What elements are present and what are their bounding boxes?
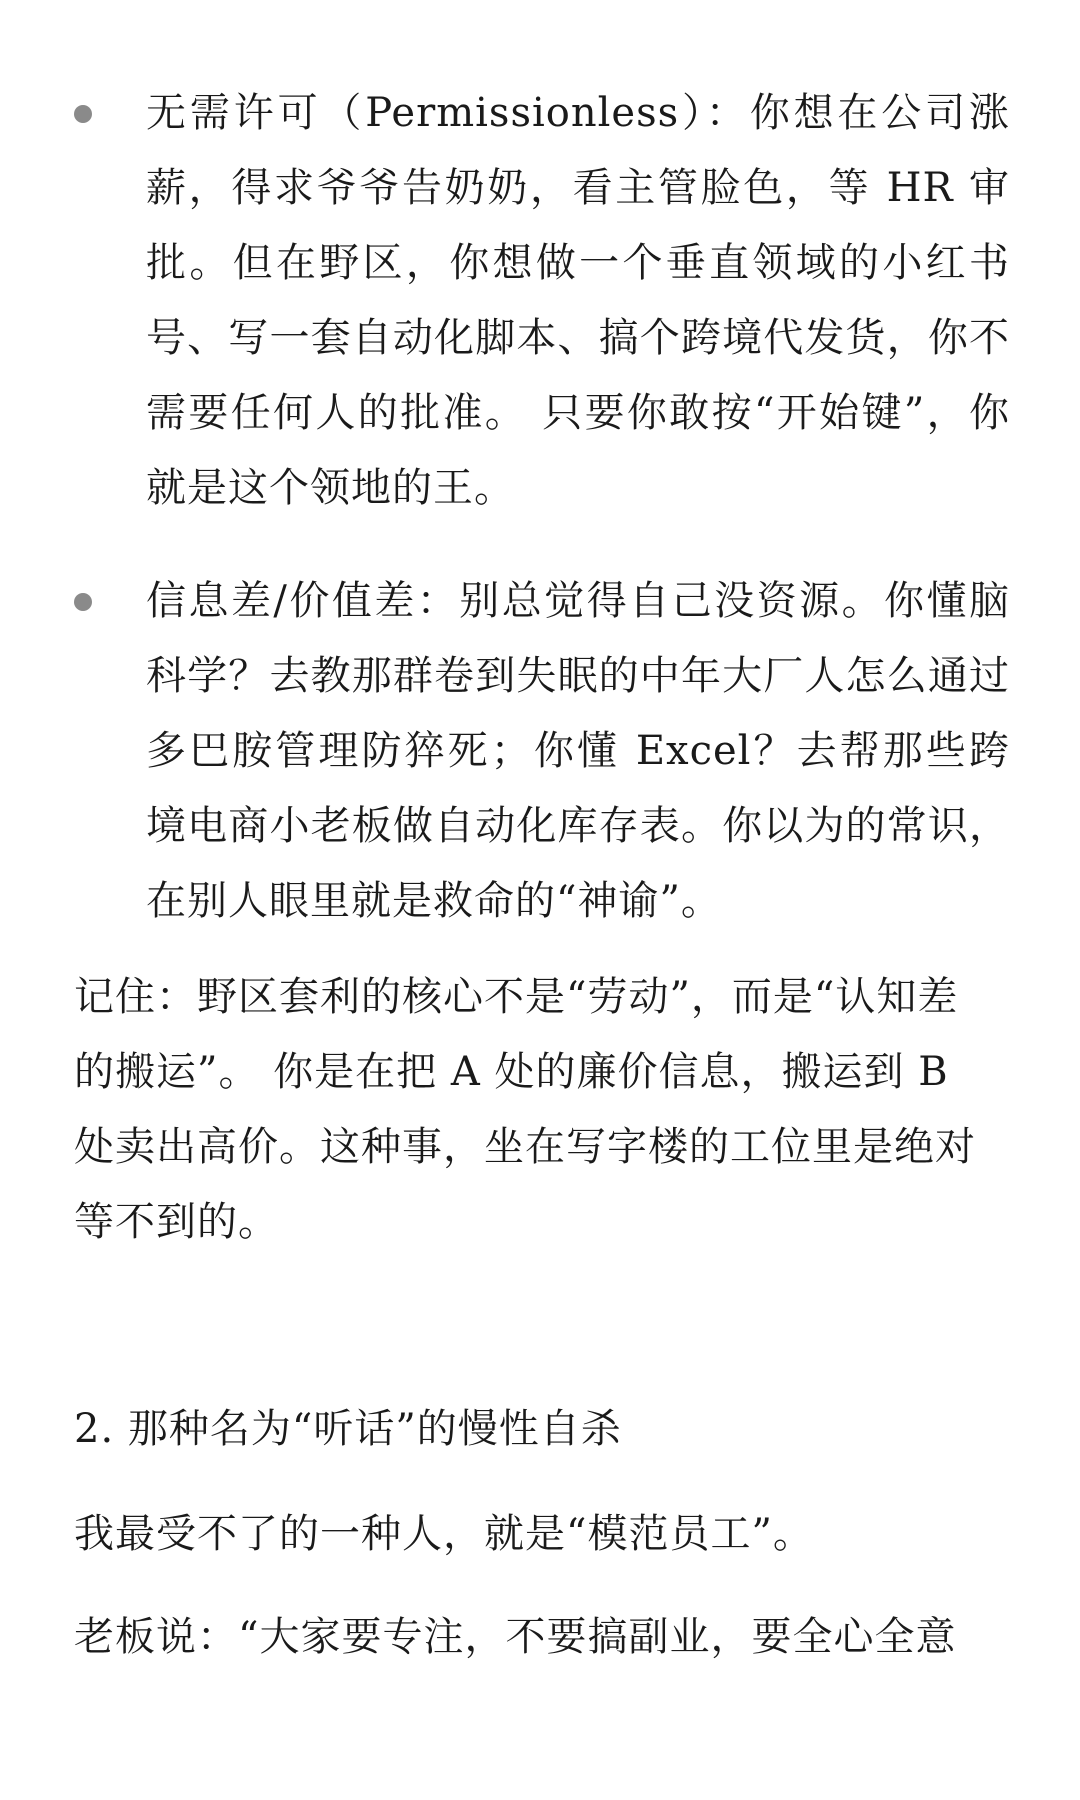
section-heading: 2. 那种名为“听话”的慢性自杀 (74, 1406, 622, 1452)
bullet-text: 无需许可（Permissionless）：你想在公司涨薪，得求爷爷告奶奶，看主管脸色，等 HR 审批。但在野区，你想做一个垂直领域的小红书号、写一套自动化脚本、搞个跨境代发货，你不需要任何人的批准。 只要你敢按“开始键”，你就是这个领地的王。 (146, 90, 1010, 511)
bullet-text: 信息差/价值差：别总觉得自己没资源。你懂脑科学？去教那群卷到失眠的中年大厂人怎么通过多巴胺管理防猝死；你懂 Excel？去帮那些跨境电商小老板做自动化库存表。你以为的常识，在别人眼里就是救命的“神谕”。 (146, 578, 1010, 924)
bullet-dot-icon (74, 593, 92, 611)
bullet-dot-icon (74, 105, 92, 123)
paragraph-remember: 记住：野区套利的核心不是“劳动”，而是“认知差的搬运”。 你是在把 A 处的廉价信息，搬运到 B 处卖出高价。这种事，坐在写字楼的工位里是绝对等不到的。 (74, 974, 976, 1245)
bullet-item-permissionless (0, 76, 1080, 526)
paragraph-boss-says: 老板说：“大家要专注，不要搞副业，要全心全意 (74, 1614, 957, 1660)
paragraph-model-employee: 我最受不了的一种人，就是“模范员工”。 (74, 1511, 814, 1557)
bullet-list (0, 76, 1080, 977)
bullet-item-information-gap (0, 564, 1080, 939)
